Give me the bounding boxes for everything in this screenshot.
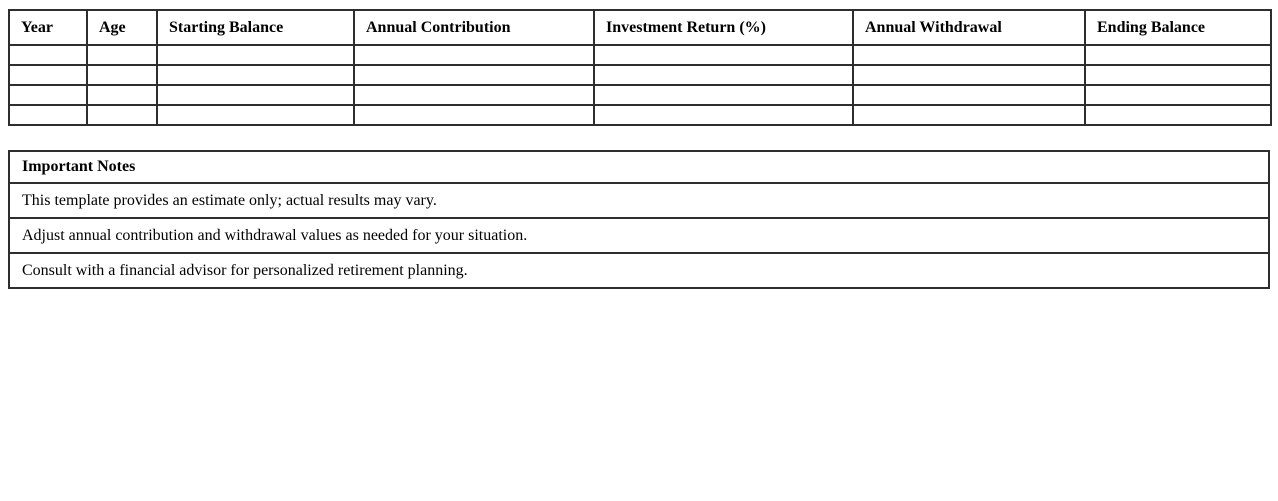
- starting-balance-cell[interactable]: [157, 65, 354, 85]
- age-cell[interactable]: [87, 65, 157, 85]
- planner-empty-row: [9, 105, 1271, 125]
- column-header-age: Age: [87, 10, 157, 45]
- column-header-annual-contribution: Annual Contribution: [354, 10, 594, 45]
- year-cell[interactable]: [9, 45, 87, 65]
- column-header-year: Year: [9, 10, 87, 45]
- note-row: [9, 218, 1269, 253]
- note-text-consult-advisor: Consult with a financial advisor for personalized retirement planning.: [9, 253, 1269, 288]
- planner-empty-row: [9, 85, 1271, 105]
- year-cell[interactable]: [9, 85, 87, 105]
- ending-balance-cell[interactable]: [1085, 45, 1271, 65]
- note-row: [9, 183, 1269, 218]
- important-notes-table: [8, 150, 1270, 289]
- investment-return-cell[interactable]: [594, 105, 853, 125]
- investment-return-cell[interactable]: [594, 85, 853, 105]
- annual-withdrawal-cell[interactable]: [853, 85, 1085, 105]
- note-text-estimate: This template provides an estimate only; actual results may vary.: [9, 183, 1269, 218]
- investment-return-cell[interactable]: [594, 45, 853, 65]
- column-header-annual-withdrawal: Annual Withdrawal: [853, 10, 1085, 45]
- annual-contribution-cell[interactable]: [354, 85, 594, 105]
- starting-balance-cell[interactable]: [157, 105, 354, 125]
- annual-withdrawal-cell[interactable]: [853, 105, 1085, 125]
- starting-balance-cell[interactable]: [157, 45, 354, 65]
- ending-balance-cell[interactable]: [1085, 105, 1271, 125]
- annual-contribution-cell[interactable]: [354, 65, 594, 85]
- notes-title: Important Notes: [9, 151, 1269, 183]
- column-header-investment-return: Investment Return (%): [594, 10, 853, 45]
- age-cell[interactable]: [87, 105, 157, 125]
- planner-empty-row: [9, 45, 1271, 65]
- column-header-starting-balance: Starting Balance: [157, 10, 354, 45]
- planner-header-row: [9, 10, 1271, 45]
- ending-balance-cell[interactable]: [1085, 85, 1271, 105]
- age-cell[interactable]: [87, 45, 157, 65]
- ending-balance-cell[interactable]: [1085, 65, 1271, 85]
- note-text-adjust-values: Adjust annual contribution and withdrawal values as needed for your situation.: [9, 218, 1269, 253]
- retirement-planner-table: [8, 9, 1272, 126]
- year-cell[interactable]: [9, 105, 87, 125]
- notes-title-row: [9, 151, 1269, 183]
- note-row: [9, 253, 1269, 288]
- planner-empty-row: [9, 65, 1271, 85]
- starting-balance-cell[interactable]: [157, 85, 354, 105]
- annual-withdrawal-cell[interactable]: [853, 45, 1085, 65]
- column-header-ending-balance: Ending Balance: [1085, 10, 1271, 45]
- age-cell[interactable]: [87, 85, 157, 105]
- annual-contribution-cell[interactable]: [354, 45, 594, 65]
- year-cell[interactable]: [9, 65, 87, 85]
- annual-contribution-cell[interactable]: [354, 105, 594, 125]
- annual-withdrawal-cell[interactable]: [853, 65, 1085, 85]
- investment-return-cell[interactable]: [594, 65, 853, 85]
